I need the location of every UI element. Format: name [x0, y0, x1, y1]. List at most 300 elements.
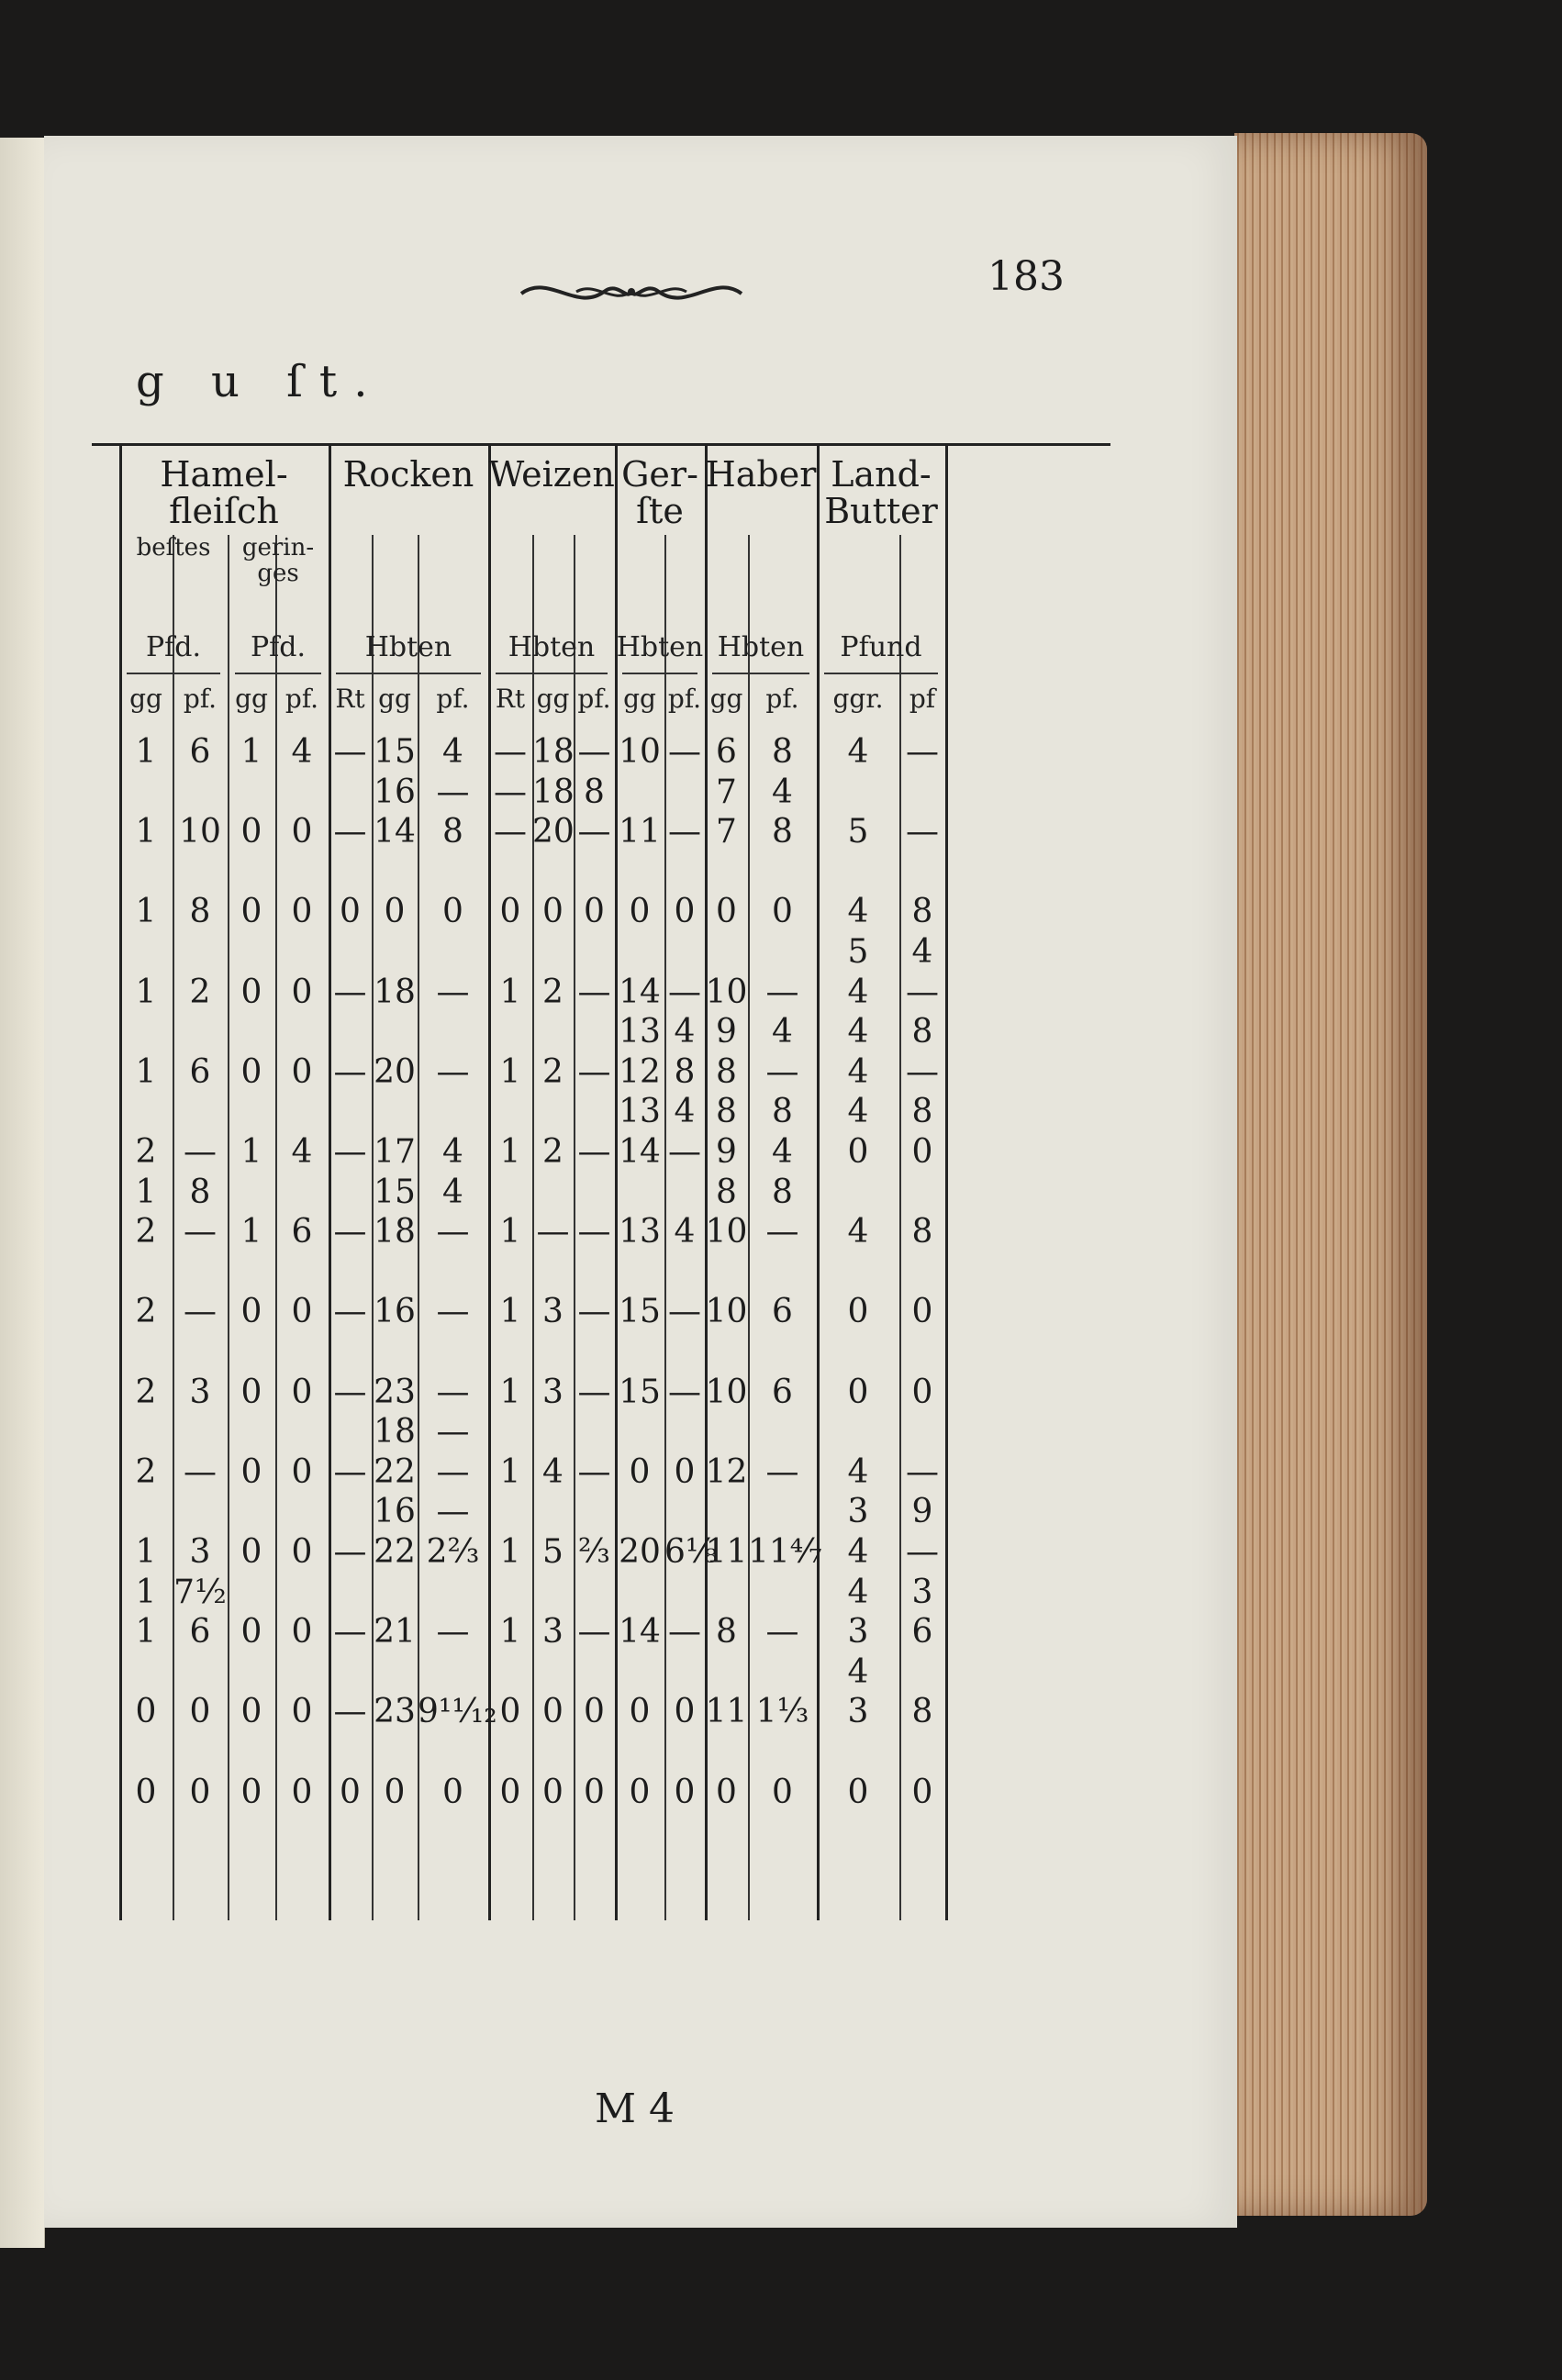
table-cell: 7 [716, 773, 737, 811]
table-row [92, 1532, 1110, 1573]
table-cell: — [577, 733, 611, 771]
table-cell: 4 [442, 1133, 463, 1171]
table-cell: 4 [442, 733, 463, 771]
table-cell: 4 [847, 1573, 869, 1611]
unit-rule [235, 673, 321, 674]
table-cell: 0 [291, 1773, 313, 1811]
table-cell: 14 [619, 1613, 661, 1652]
table-cell: 0 [847, 1773, 869, 1811]
table-row [92, 1252, 1110, 1293]
unit-rule [496, 673, 608, 674]
table-cell: — [436, 1293, 470, 1331]
table-cell: 11⁴⁄₇ [748, 1533, 822, 1571]
table-cell: 1 [499, 1613, 521, 1652]
table-cell: 3 [911, 1573, 933, 1611]
table-cell: 10 [179, 813, 221, 851]
table-cell: 0 [240, 893, 262, 931]
table-cell: 1 [499, 973, 521, 1011]
table-cell: 2 [542, 1133, 563, 1171]
table-cell: — [333, 733, 367, 771]
table-cell: — [577, 1133, 611, 1171]
table-cell: 0 [384, 893, 406, 931]
table-cell: 2 [135, 1213, 157, 1251]
table-row [92, 773, 1110, 813]
table-cell: 6 [189, 1052, 211, 1091]
table-cell: — [333, 1293, 367, 1331]
column-title: Land- Butter [824, 454, 938, 531]
table-cell: 2 [135, 1373, 157, 1411]
signature-mark: M 4 [595, 2085, 675, 2132]
table-cell: — [333, 1373, 367, 1411]
table-cell: 0 [911, 1293, 933, 1331]
table-cell: 2 [135, 1133, 157, 1171]
table-cell: 4 [911, 933, 933, 971]
table-cell: 0 [911, 1373, 933, 1411]
table-cell: — [494, 813, 527, 851]
table-cell: 1 [135, 1533, 157, 1571]
table-cell: 22 [374, 1533, 416, 1571]
table-cell: 5 [847, 933, 869, 971]
field-label: gg [709, 684, 743, 714]
table-cell: 10 [705, 973, 748, 1011]
table-cell: 10 [705, 1213, 748, 1251]
table-cell: 0 [240, 1373, 262, 1411]
table-cell: 0 [499, 1773, 521, 1811]
table-cell: 0 [629, 1693, 651, 1731]
table-cell: 23 [374, 1693, 416, 1731]
table-cell: — [906, 1452, 939, 1491]
table-cell: 4 [291, 733, 313, 771]
table-cell: 21 [374, 1613, 416, 1652]
table-cell: — [577, 1293, 611, 1331]
table-cell: 0 [911, 1133, 933, 1171]
table-cell: — [333, 1533, 367, 1571]
table-cell: — [333, 973, 367, 1011]
table-row [92, 1012, 1110, 1052]
table-cell: 0 [847, 1373, 869, 1411]
table-cell: 6 [291, 1213, 313, 1251]
table-row [92, 973, 1110, 1013]
table-row [92, 1373, 1110, 1413]
unit-label: Pfund [840, 631, 922, 663]
unit-rule [127, 673, 220, 674]
table-cell: 20 [532, 813, 575, 851]
table-cell: 3 [189, 1373, 211, 1411]
table-cell: 15 [374, 733, 416, 771]
table-cell: — [577, 1213, 611, 1251]
table-cell: — [184, 1293, 217, 1331]
table-cell: — [765, 1213, 799, 1251]
table-row [92, 732, 1110, 773]
field-label: pf. [667, 684, 702, 714]
table-cell: 15 [619, 1293, 661, 1331]
table-cell: 5 [542, 1533, 563, 1571]
table-cell: 1 [499, 1213, 521, 1251]
unit-rule [712, 673, 809, 674]
table-cell: 0 [240, 973, 262, 1011]
column-title: Hamel- fleiſch [160, 454, 288, 531]
column-subtitle: beſtes [136, 534, 211, 562]
table-cell: 0 [240, 1773, 262, 1811]
table-cell: 0 [847, 1293, 869, 1331]
table-cell: — [765, 1452, 799, 1491]
unit-rule [622, 673, 697, 674]
unit-rule [824, 673, 938, 674]
table-cell: 1 [240, 733, 262, 771]
unit-label: Pfd. [250, 631, 307, 663]
table-cell: 0 [291, 1293, 313, 1331]
table-cell: 14 [374, 813, 416, 851]
table-cell: 0 [716, 1773, 737, 1811]
table-cell: 0 [847, 1133, 869, 1171]
table-cell: 1 [499, 1533, 521, 1571]
table-cell: 3 [847, 1493, 869, 1531]
table-cell: 0 [442, 893, 463, 931]
table-cell: 4 [847, 1452, 869, 1491]
table-cell: 20 [619, 1533, 661, 1571]
table-cell: 8 [716, 1173, 737, 1211]
table-cell: 3 [189, 1533, 211, 1571]
table-cell: 0 [499, 1693, 521, 1731]
table-cell: — [765, 973, 799, 1011]
unit-label: Pfd. [145, 631, 202, 663]
table-cell: 18 [374, 1213, 416, 1251]
table-cell: — [436, 1493, 470, 1531]
table-cell: 14 [619, 973, 661, 1011]
table-cell: 0 [240, 813, 262, 851]
table-cell: 0 [584, 893, 605, 931]
table-cell: 18 [532, 733, 575, 771]
table-cell: 12 [619, 1052, 661, 1091]
table-cell: 4 [847, 733, 869, 771]
table-cell: 7½ [173, 1573, 227, 1611]
table-row [92, 1212, 1110, 1252]
ornament-icon [512, 264, 751, 319]
table-cell: — [436, 1052, 470, 1091]
table-cell: 12 [705, 1452, 748, 1491]
table-cell: — [333, 1613, 367, 1652]
table-cell: 16 [374, 1493, 416, 1531]
table-cell: 0 [240, 1452, 262, 1491]
column-title: Ger- ſte [621, 454, 698, 531]
table-cell: 7 [716, 813, 737, 851]
table-cell: 1 [135, 1613, 157, 1652]
table-cell: 6⅛ [664, 1533, 718, 1571]
table-cell: 4 [847, 1213, 869, 1251]
table-cell: 8 [911, 893, 933, 931]
table-cell: 1 [499, 1373, 521, 1411]
table-cell: 2 [135, 1293, 157, 1331]
table-cell: — [333, 1213, 367, 1251]
table-cell: 0 [291, 1373, 313, 1411]
table-cell: 0 [240, 1693, 262, 1731]
table-row [92, 1452, 1110, 1493]
table-cell: 8 [772, 733, 793, 771]
table-cell: 0 [291, 1613, 313, 1652]
table-cell: 8 [911, 1213, 933, 1251]
table-cell: 8 [716, 1052, 737, 1091]
table-row [92, 1052, 1110, 1093]
table-cell: 8 [674, 1052, 696, 1091]
table-cell: 0 [542, 893, 563, 931]
table-row [92, 1773, 1110, 1813]
table-cell: 0 [584, 1773, 605, 1811]
table-cell: 0 [772, 893, 793, 931]
table-cell: 0 [542, 1773, 563, 1811]
table-cell: 20 [374, 1052, 416, 1091]
field-label: gg [378, 684, 411, 714]
table-cell: 6 [189, 733, 211, 771]
table-cell: 13 [619, 1093, 661, 1131]
field-label: Rt [335, 684, 365, 714]
table-cell: 3 [542, 1373, 563, 1411]
table-cell: 10 [619, 733, 661, 771]
table-cell: 18 [374, 1413, 416, 1451]
table-cell: 1 [499, 1452, 521, 1491]
table-cell: 0 [340, 893, 361, 931]
table-cell: 1 [135, 1573, 157, 1611]
table-cell: 8 [911, 1693, 933, 1731]
table-cell: 8 [584, 773, 605, 811]
table-cell: 6 [911, 1613, 933, 1652]
table-cell: — [436, 1413, 470, 1451]
table-cell: 8 [772, 1173, 793, 1211]
table-row [92, 1692, 1110, 1732]
table-cell: 0 [340, 1773, 361, 1811]
table-cell: 0 [716, 893, 737, 931]
table-cell: — [668, 1133, 701, 1171]
table-cell: 0 [189, 1773, 211, 1811]
field-label: gg [623, 684, 656, 714]
table-cell: — [906, 733, 939, 771]
field-label: gg [129, 684, 162, 714]
table-cell: 4 [542, 1452, 563, 1491]
table-cell: 0 [674, 1693, 696, 1731]
field-label: pf [909, 684, 936, 714]
field-label: gg [235, 684, 268, 714]
table-cell: 8 [716, 1613, 737, 1652]
table-cell: 0 [240, 1052, 262, 1091]
column-title: Weizen [488, 454, 615, 495]
table-cell: 0 [584, 1693, 605, 1731]
table-cell: 0 [674, 1773, 696, 1811]
table-cell: 4 [847, 1013, 869, 1051]
table-cell: 17 [374, 1133, 416, 1171]
page-number: 183 [987, 253, 1065, 300]
table-cell: 4 [674, 1093, 696, 1131]
column-title: Rocken [342, 454, 474, 495]
table-cell: — [668, 1293, 701, 1331]
table-cell: — [906, 813, 939, 851]
table-cell: — [668, 813, 701, 851]
field-label: pf. [285, 684, 319, 714]
table-cell: 0 [499, 893, 521, 931]
table-cell: 1 [499, 1052, 521, 1091]
table-cell: — [906, 973, 939, 1011]
table-cell: 11 [619, 813, 661, 851]
table-cell: — [577, 813, 611, 851]
table-cell: — [436, 1613, 470, 1652]
table-cell: 3 [542, 1293, 563, 1331]
table-top-rule [92, 443, 1110, 446]
table-cell: — [333, 813, 367, 851]
table-cell: — [668, 1613, 701, 1652]
table-cell: 4 [847, 1533, 869, 1571]
table-cell: — [333, 1452, 367, 1491]
table-cell: 4 [847, 1052, 869, 1091]
table-cell: — [184, 1213, 217, 1251]
table-cell: — [436, 1373, 470, 1411]
column-subtitle: gerin- ges [241, 534, 315, 587]
table-cell: 8 [189, 1173, 211, 1211]
table-cell: 1 [135, 893, 157, 931]
table-cell: 9 [716, 1133, 737, 1171]
table-cell: — [333, 1133, 367, 1171]
table-cell: 11 [705, 1533, 748, 1571]
table-cell: 4 [772, 1133, 793, 1171]
table-cell: 1 [240, 1213, 262, 1251]
table-cell: — [436, 773, 470, 811]
field-label: pf. [765, 684, 799, 714]
table-cell: — [668, 973, 701, 1011]
table-cell: 0 [674, 1452, 696, 1491]
table-cell: 0 [240, 1293, 262, 1331]
table-cell: 16 [374, 1293, 416, 1331]
table-cell: 2 [189, 973, 211, 1011]
table-cell: 0 [629, 1452, 651, 1491]
table-cell: 18 [532, 773, 575, 811]
table-row [92, 1652, 1110, 1693]
table-cell: 2 [542, 973, 563, 1011]
table-cell: 0 [135, 1693, 157, 1731]
table-cell: 0 [629, 1773, 651, 1811]
table-cell: 11 [705, 1693, 748, 1731]
table-cell: 4 [772, 1013, 793, 1051]
table-cell: 1 [135, 733, 157, 771]
table-cell: 1 [240, 1133, 262, 1171]
table-cell: 0 [291, 1693, 313, 1731]
table-cell: — [436, 1213, 470, 1251]
unit-label: Hbten [508, 631, 596, 663]
table-cell: — [668, 733, 701, 771]
table-cell: 6 [772, 1293, 793, 1331]
table-cell: 13 [619, 1213, 661, 1251]
table-cell: — [184, 1133, 217, 1171]
table-cell: 1⅓ [755, 1693, 809, 1731]
table-cell: 6 [772, 1373, 793, 1411]
table-cell: 9 [716, 1013, 737, 1051]
table-cell: 0 [772, 1773, 793, 1811]
table-row [92, 812, 1110, 852]
table-cell: 9 [911, 1493, 933, 1531]
table-row [92, 852, 1110, 893]
table-cell: 1 [135, 973, 157, 1011]
table-cell: 4 [674, 1013, 696, 1051]
table-cell: 0 [911, 1773, 933, 1811]
table-cell: 4 [847, 973, 869, 1011]
table-cell: — [333, 1052, 367, 1091]
table-cell: 6 [716, 733, 737, 771]
table-cell: 10 [705, 1373, 748, 1411]
table-cell: 9¹¹⁄₁₂ [418, 1693, 497, 1731]
table-cell: 18 [374, 973, 416, 1011]
unit-rule [336, 673, 481, 674]
book-page [44, 136, 1237, 2228]
table-cell: 15 [619, 1373, 661, 1411]
table-cell: 0 [291, 813, 313, 851]
field-label: ggr. [832, 684, 884, 714]
table-row [92, 1732, 1110, 1773]
table-cell: 4 [291, 1133, 313, 1171]
field-label: gg [536, 684, 570, 714]
table-cell: 0 [291, 893, 313, 931]
unit-label: Hbten [364, 631, 452, 663]
table-cell: 1 [499, 1293, 521, 1331]
table-cell: 16 [374, 773, 416, 811]
field-label: pf. [436, 684, 470, 714]
running-head: g u ſt. [136, 356, 385, 407]
table-cell: 0 [384, 1773, 406, 1811]
column-title: Haber [705, 454, 817, 495]
table-row [92, 932, 1110, 973]
table-cell: 23 [374, 1373, 416, 1411]
table-cell: ⅔ [578, 1533, 610, 1571]
table-cell: — [765, 1613, 799, 1652]
table-cell: — [577, 1452, 611, 1491]
table-cell: 14 [619, 1133, 661, 1171]
table-row [92, 1573, 1110, 1613]
table-cell: — [765, 1052, 799, 1091]
table-cell: 0 [629, 893, 651, 931]
table-cell: 1 [499, 1133, 521, 1171]
table-cell: — [577, 1373, 611, 1411]
table-cell: 6 [189, 1613, 211, 1652]
table-cell: 1 [135, 813, 157, 851]
table-cell: 8 [911, 1013, 933, 1051]
table-cell: 4 [772, 773, 793, 811]
table-cell: 8 [772, 813, 793, 851]
table-cell: 10 [705, 1293, 748, 1331]
table-cell: 0 [542, 1693, 563, 1731]
table-cell: 8 [442, 813, 463, 851]
table-cell: 1 [135, 1173, 157, 1211]
table-cell: 15 [374, 1173, 416, 1211]
field-label: pf. [577, 684, 611, 714]
table-cell: — [333, 1693, 367, 1731]
table-cell: 4 [847, 1093, 869, 1131]
table-cell: 4 [442, 1173, 463, 1211]
table-cell: 3 [847, 1613, 869, 1652]
table-cell: 8 [189, 893, 211, 931]
table-row [92, 1132, 1110, 1173]
table-cell: 0 [189, 1693, 211, 1731]
table-row [92, 1412, 1110, 1452]
table-row [92, 1092, 1110, 1132]
table-cell: 0 [291, 973, 313, 1011]
table-cell: 0 [674, 893, 696, 931]
table-cell: — [906, 1533, 939, 1571]
field-label: pf. [183, 684, 218, 714]
table-row [92, 1173, 1110, 1213]
table-cell: 13 [619, 1013, 661, 1051]
table-cell: — [494, 773, 527, 811]
table-cell: 8 [911, 1093, 933, 1131]
table-cell: — [577, 1613, 611, 1652]
table-row [92, 1492, 1110, 1532]
table-cell: 2 [135, 1452, 157, 1491]
unit-label: Hbten [717, 631, 805, 663]
table-cell: — [577, 973, 611, 1011]
